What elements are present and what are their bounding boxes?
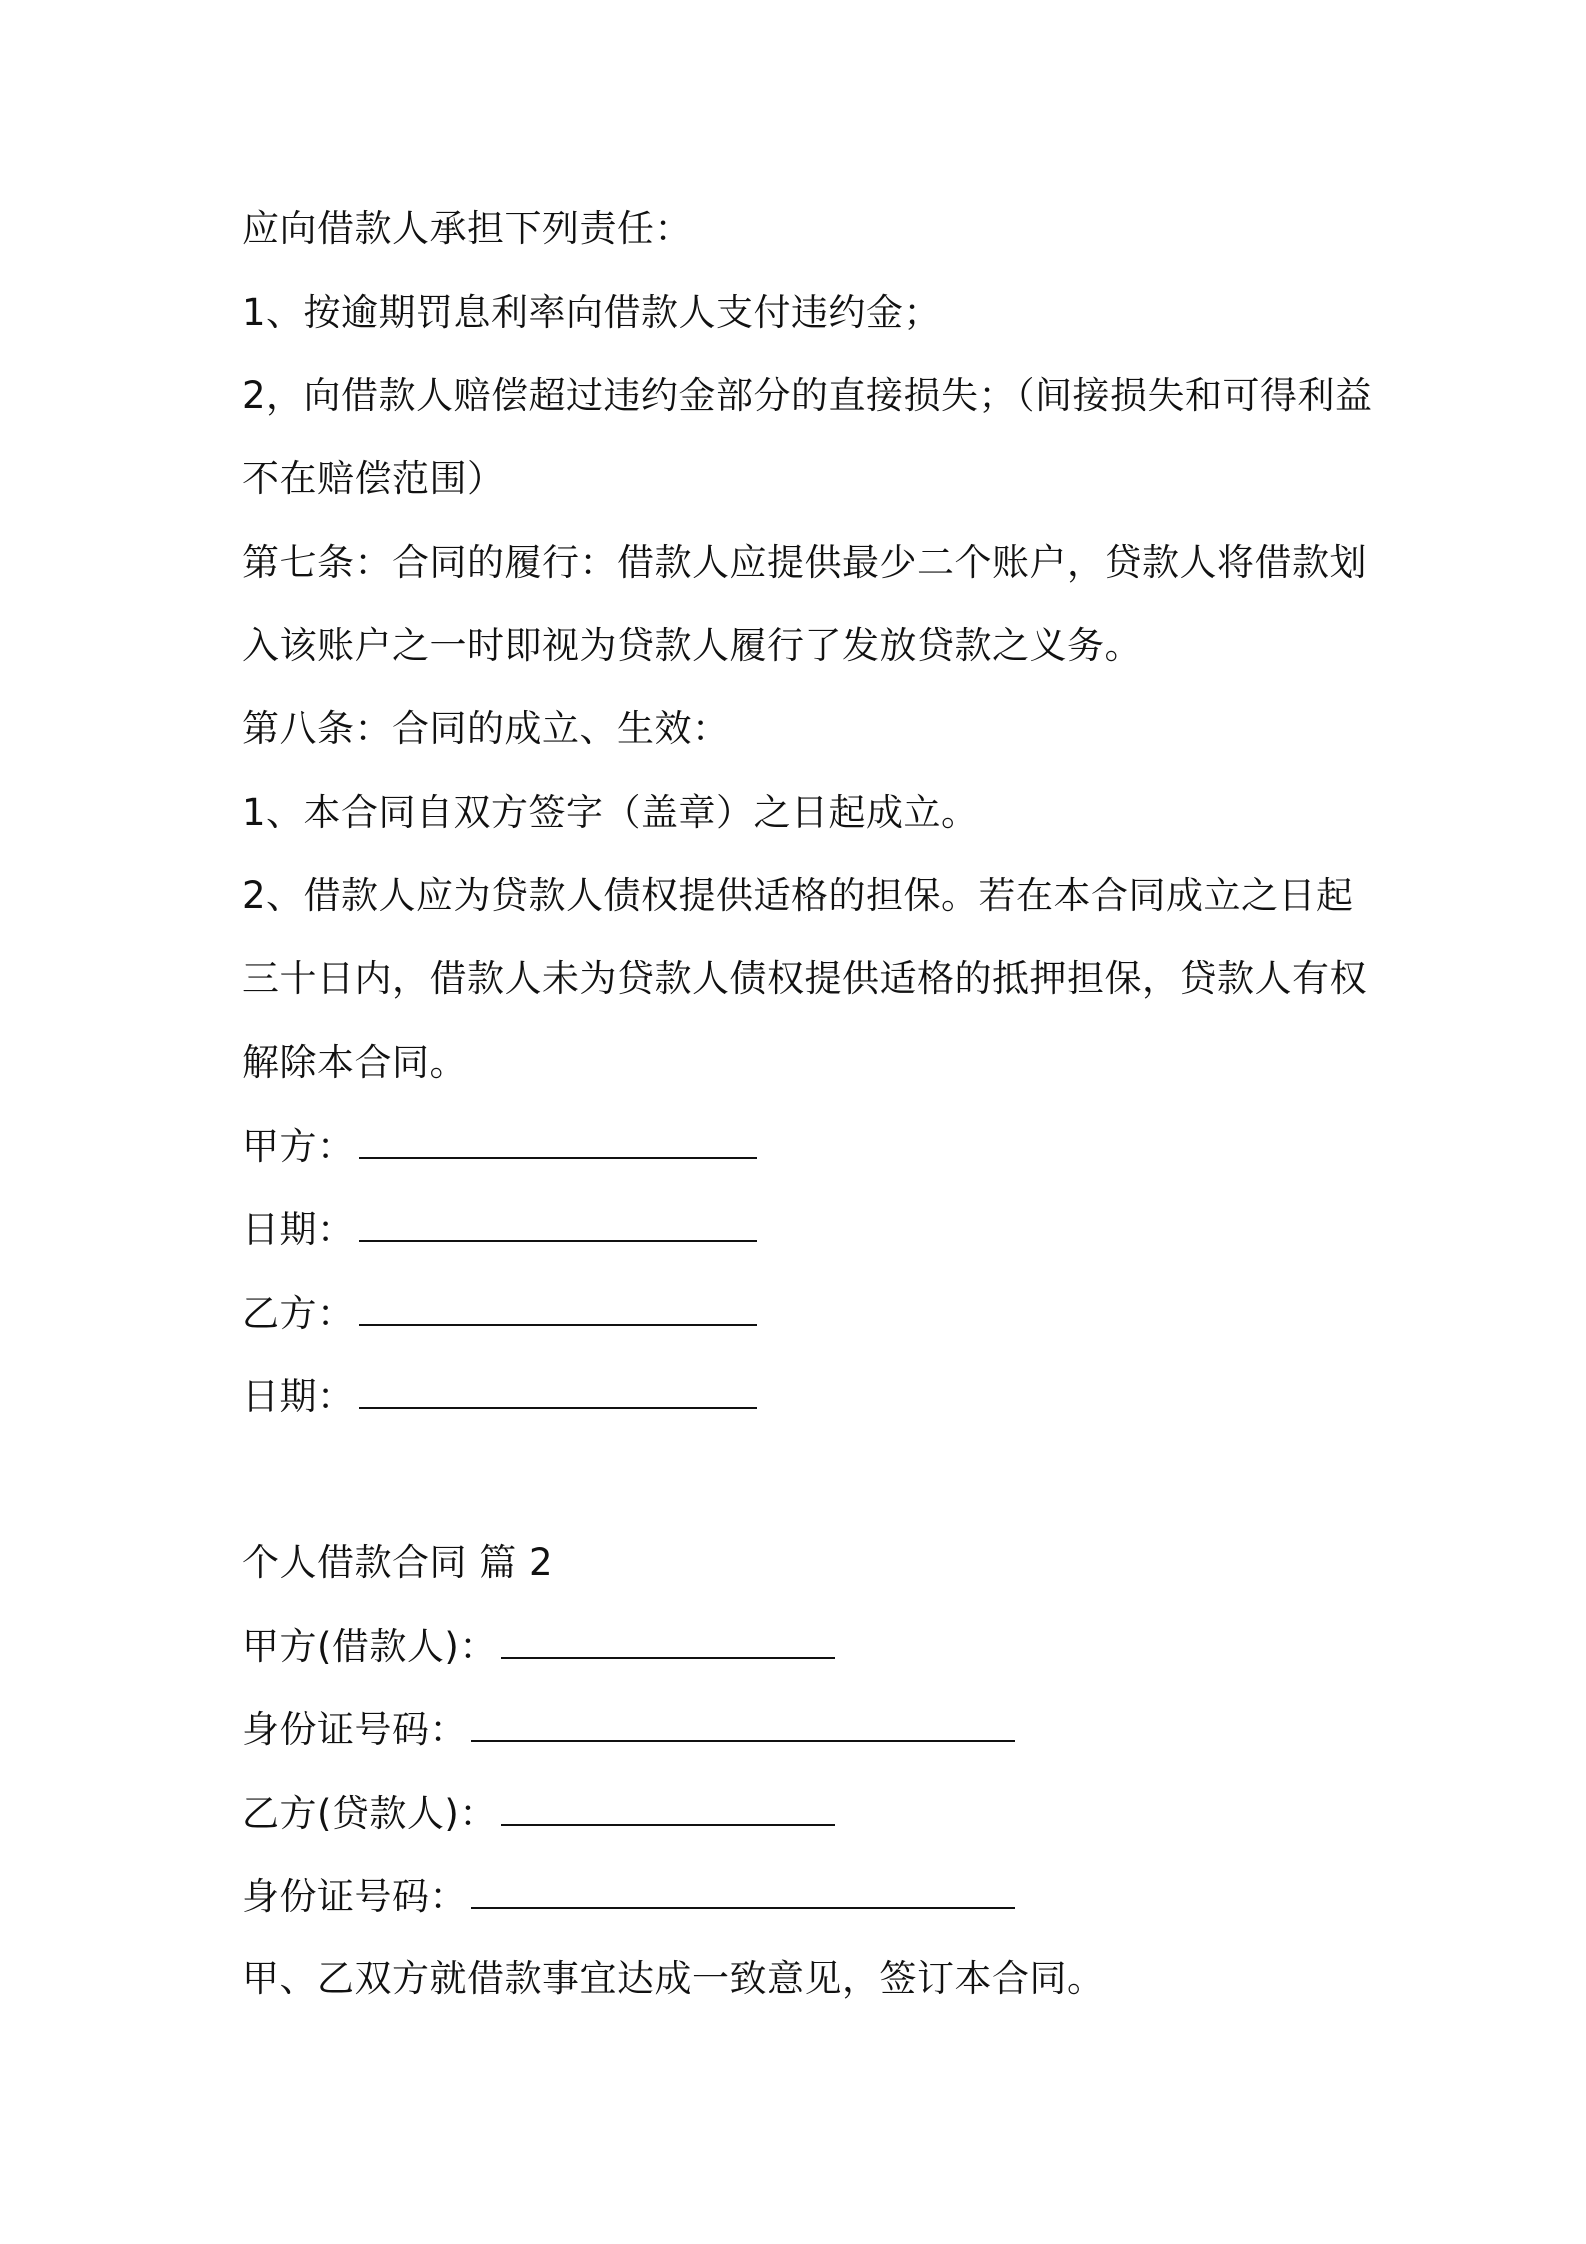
lender-id-label: 身份证号码： bbox=[242, 1875, 467, 1918]
article-7-line-2: 入该账户之一时即视为贷款人履行了发放贷款之义务。 bbox=[242, 624, 1142, 667]
article-8-title: 第八条：合同的成立、生效： bbox=[242, 707, 730, 750]
lender-blank bbox=[501, 1790, 835, 1826]
borrower-id-label: 身份证号码： bbox=[242, 1708, 467, 1751]
lender-label: 乙方(贷款人)： bbox=[242, 1792, 497, 1835]
liability-intro: 应向借款人承担下列责任： bbox=[242, 207, 692, 250]
lender-field bbox=[242, 1790, 835, 1837]
liability-item-2-line-1: 2，向借款人赔偿超过违约金部分的直接损失；（间接损失和可得利益 bbox=[242, 374, 1373, 417]
lender-id-blank bbox=[471, 1873, 1015, 1909]
signature-date-2 bbox=[242, 1373, 757, 1420]
borrower-blank bbox=[501, 1623, 835, 1659]
lender-id-field bbox=[242, 1873, 1015, 1920]
section-2-title: 个人借款合同 篇 2 bbox=[242, 1541, 554, 1584]
signature-party-a bbox=[242, 1123, 757, 1170]
article-8-item-2-line-2: 三十日内，借款人未为贷款人债权提供适格的抵押担保，贷款人有权 bbox=[242, 957, 1367, 1000]
signature-date-1 bbox=[242, 1206, 757, 1253]
borrower-field bbox=[242, 1623, 835, 1670]
signature-party-a-label: 甲方： bbox=[242, 1125, 355, 1168]
signature-party-b bbox=[242, 1290, 757, 1337]
signature-party-b-blank bbox=[359, 1290, 757, 1326]
article-8-item-2-line-1: 2、借款人应为贷款人债权提供适格的担保。若在本合同成立之日起 bbox=[242, 874, 1354, 917]
signature-date-2-blank bbox=[359, 1373, 757, 1409]
signature-party-a-blank bbox=[359, 1123, 757, 1159]
borrower-id-field bbox=[242, 1706, 1015, 1753]
agreement-statement: 甲、乙双方就借款事宜达成一致意见，签订本合同。 bbox=[242, 1957, 1105, 2000]
borrower-id-blank bbox=[471, 1706, 1015, 1742]
borrower-label: 甲方(借款人)： bbox=[242, 1625, 497, 1668]
liability-item-1: 1、按逾期罚息利率向借款人支付违约金； bbox=[242, 291, 942, 334]
signature-date-2-label: 日期： bbox=[242, 1375, 355, 1418]
article-8-item-1: 1、本合同自双方签字（盖章）之日起成立。 bbox=[242, 791, 979, 834]
article-7-line-1: 第七条：合同的履行：借款人应提供最少二个账户，贷款人将借款划 bbox=[242, 541, 1367, 584]
signature-date-1-blank bbox=[359, 1206, 757, 1242]
article-8-item-2-line-3: 解除本合同。 bbox=[242, 1041, 467, 1084]
liability-item-2-line-2: 不在赔偿范围） bbox=[242, 457, 505, 500]
signature-date-1-label: 日期： bbox=[242, 1208, 355, 1251]
signature-party-b-label: 乙方： bbox=[242, 1292, 355, 1335]
